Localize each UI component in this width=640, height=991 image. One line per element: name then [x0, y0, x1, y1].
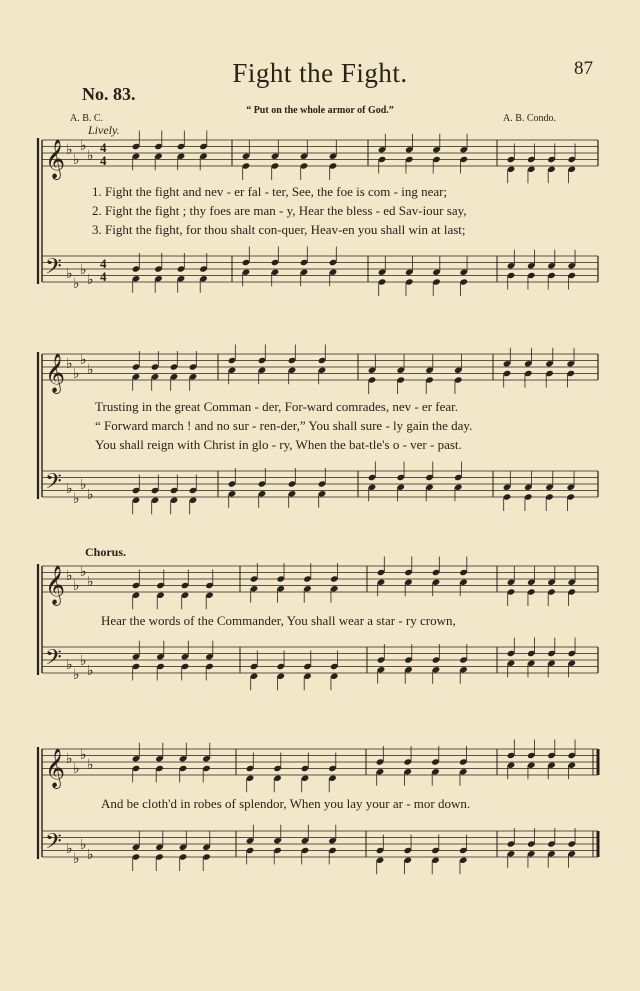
flat-icon: ♭ — [80, 837, 87, 853]
flat-icon: ♭ — [73, 851, 80, 867]
treble-clef-icon: 𝄞 — [45, 139, 66, 179]
composer-credit: A. B. Condo. — [503, 113, 557, 124]
flat-icon: ♭ — [73, 578, 80, 594]
lyric-line: 2. Fight the fight ; thy foes are man - y, Hear the bless - ed Sav-iour say, — [92, 203, 467, 218]
flat-icon: ♭ — [66, 568, 73, 584]
flat-icon: ♭ — [87, 148, 94, 164]
hymn-title: Fight the Fight. — [232, 58, 408, 88]
lyric-line: 3. Fight the fight, for thou shalt con-quer, Heav-en you shall win at last; — [92, 222, 466, 237]
chorus-label: Chorus. — [85, 545, 127, 559]
flat-icon: ♭ — [80, 138, 87, 154]
flat-icon: ♭ — [66, 266, 73, 282]
flat-icon: ♭ — [80, 564, 87, 580]
lyric-line: “ Forward march ! and no sur - ren-der,” You shall sure - ly gain the day. — [95, 418, 473, 433]
flat-icon: ♭ — [66, 481, 73, 497]
lyric-line: Hear the words of the Commander, You shall wear a star - ry crown, — [101, 613, 456, 628]
bass-clef-icon: 𝄢 — [45, 829, 62, 860]
flat-icon: ♭ — [66, 142, 73, 158]
bass-clef-icon: 𝄢 — [45, 645, 62, 676]
flat-icon: ♭ — [80, 747, 87, 763]
flat-icon: ♭ — [87, 663, 94, 679]
flat-icon: ♭ — [66, 356, 73, 372]
time-signature: 4 — [100, 256, 107, 271]
flat-icon: ♭ — [73, 152, 80, 168]
time-signature: 4 — [100, 269, 107, 284]
flat-icon: ♭ — [87, 847, 94, 863]
treble-clef-icon: 𝄞 — [45, 565, 66, 605]
bass-clef-icon: 𝄢 — [45, 254, 62, 285]
flat-icon: ♭ — [66, 657, 73, 673]
time-signature: 4 — [100, 153, 107, 168]
scripture-epigraph: “ Put on the whole armor of God.” — [246, 105, 394, 116]
lyric-line: You shall reign with Christ in glo - ry, When the bat-tle's o - ver - past. — [95, 437, 462, 452]
time-signature: 4 — [100, 140, 107, 155]
flat-icon: ♭ — [80, 477, 87, 493]
flat-icon: ♭ — [87, 362, 94, 378]
lyricist-credit: A. B. C. — [70, 113, 104, 124]
flat-icon: ♭ — [73, 276, 80, 292]
flat-icon: ♭ — [87, 487, 94, 503]
flat-icon: ♭ — [87, 272, 94, 288]
flat-icon: ♭ — [73, 667, 80, 683]
flat-icon: ♭ — [87, 757, 94, 773]
flat-icon: ♭ — [80, 653, 87, 669]
lyric-line: 1. Fight the fight and nev - er fal - ter, See, the foe is com - ing near; — [92, 184, 448, 199]
flat-icon: ♭ — [66, 841, 73, 857]
treble-clef-icon: 𝄞 — [45, 748, 66, 788]
lyric-line: And be cloth'd in robes of splendor, When you lay your ar - mor down. — [101, 796, 471, 811]
treble-clef-icon: 𝄞 — [45, 353, 66, 393]
flat-icon: ♭ — [87, 574, 94, 590]
flat-icon: ♭ — [80, 352, 87, 368]
flat-icon: ♭ — [73, 491, 80, 507]
lyric-line: Trusting in the great Comman - der, For-ward comrades, nev - er fear. — [95, 399, 458, 414]
flat-icon: ♭ — [73, 366, 80, 382]
tempo-marking: Lively. — [88, 123, 120, 137]
bass-clef-icon: 𝄢 — [45, 469, 62, 500]
flat-icon: ♭ — [66, 751, 73, 767]
flat-icon: ♭ — [80, 262, 87, 278]
flat-icon: ♭ — [73, 761, 80, 777]
page-number: 87 — [574, 58, 593, 79]
hymn-number: No. 83. — [82, 84, 136, 104]
